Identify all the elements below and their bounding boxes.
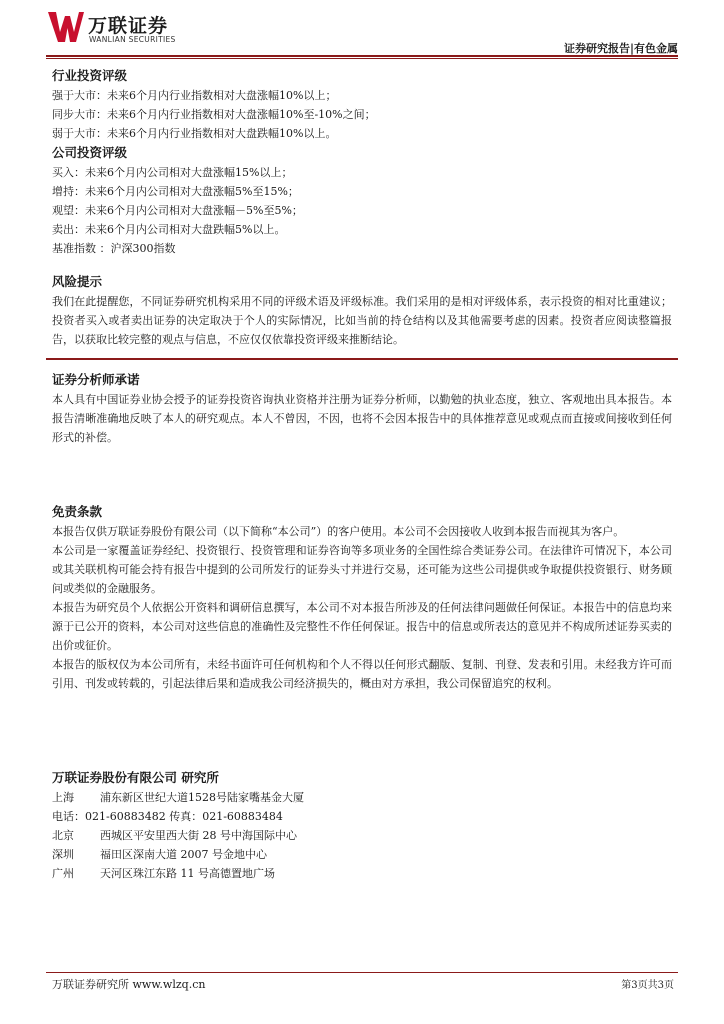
footer-divider	[46, 972, 678, 973]
analyst-text: 本人具有中国证券业协会授予的证券投资咨询执业资格并注册为证券分析师，以勤勉的执业态度，独立、客观地出具本报告。本报告清晰准确地反映了本人的研究观点。本人不曾因，不因，也将不会因本报告中的具体推荐意见或观点而直接或间接收到任何形式的补偿。	[52, 393, 672, 444]
address-guangzhou	[52, 864, 672, 883]
address-shanghai	[52, 788, 672, 807]
risk-text: 我们在此提醒您，不同证券研究机构采用不同的评级术语及评级标准。我们采用的是相对评级体系，表示投资的相对比重建议；投资者买入或者卖出证券的决定取决于个人的实际情况，比如当前的持仓结构以及其他需要考虑的因素。投资者应阅读整篇报告，以获取比较完整的观点与信息，不应仅仅依靠投资评级来推断结论。	[52, 295, 672, 346]
analyst-section	[52, 370, 672, 447]
industry-rating-item: 同步大市：未来6个月内行业指数相对大盘涨幅10%至-10%之间；	[52, 108, 376, 121]
rating-section	[52, 66, 672, 258]
industry-rating-item: 弱于大市：未来6个月内行业指数相对大盘跌幅10%以上。	[52, 127, 337, 140]
company-contact-section	[52, 768, 672, 883]
disclaimer-paragraph: 本报告的版权仅为本公司所有，未经书面许可任何机构和个人不得以任何形式翻版、复制、刊登、发表和引用。未经我方许可而引用、刊发或转载的，引起法律后果和造成我公司经济损失的，概由对方承担，我公司保留追究的权利。	[52, 658, 672, 690]
logo-english-name: WANLIAN SECURITIES	[89, 35, 176, 44]
disclaimer-section	[52, 502, 672, 693]
address-text: 福田区深南大道 2007 号金地中心	[100, 848, 267, 861]
city-name: 广州	[52, 867, 74, 880]
company-rating-item: 增持：未来6个月内公司相对大盘涨幅5%至15%；	[52, 185, 299, 198]
header-divider-thin	[46, 58, 678, 59]
address-text: 西城区平安里西大街 28 号中海国际中心	[100, 829, 297, 842]
company-logo	[48, 8, 198, 48]
logo-chinese-name: 万联证券	[88, 15, 169, 37]
benchmark-index: 基准指数 ：沪深300指数	[52, 242, 176, 255]
disclaimer-title: 免责条款	[52, 504, 103, 519]
address-text: 浦东新区世纪大道1528号陆家嘴基金大厦	[100, 791, 304, 804]
address-beijing	[52, 826, 672, 845]
company-title: 万联证券股份有限公司 研究所	[52, 770, 219, 785]
city-name: 上海	[52, 791, 74, 804]
industry-rating-title: 行业投资评级	[52, 68, 128, 83]
risk-section	[52, 272, 672, 349]
address-text: 天河区珠江东路 11 号高德置地广场	[100, 867, 275, 880]
company-rating-title: 公司投资评级	[52, 145, 128, 160]
risk-title: 风险提示	[52, 274, 103, 289]
header-divider	[46, 55, 678, 57]
footer-institute: 万联证券研究所 www.wlzq.cn	[52, 978, 206, 991]
phone-fax: 电话：021-60883482 传真：021-60883484	[52, 810, 283, 823]
page-number: 第3页共3页	[621, 980, 674, 991]
city-name: 深圳	[52, 848, 74, 861]
disclaimer-paragraph: 本公司是一家覆盖证券经纪、投资银行、投资管理和证券咨询等多项业务的全国性综合类证券公司。在法律许可情况下，本公司或其关联机构可能会持有报告中提到的公司所发行的证券头寸并进行交易，还可能为这些公司提供或争取提供投资银行、财务顾问或类似的金融服务。	[52, 544, 672, 595]
disclaimer-paragraph: 本报告仅供万联证券股份有限公司（以下简称“本公司”）的客户使用。本公司不会因接收人收到本报告而视其为客户。	[52, 525, 625, 538]
city-name: 北京	[52, 829, 74, 842]
company-rating-item: 观望：未来6个月内公司相对大盘涨幅－5%至5%；	[52, 204, 303, 217]
wanlian-w-logo-icon	[48, 10, 84, 44]
analyst-title: 证券分析师承诺	[52, 372, 140, 387]
disclaimer-paragraph: 本报告为研究员个人依据公开资料和调研信息撰写，本公司不对本报告所涉及的任何法律问题做任何保证。本报告中的信息均来源于已公开的资料，本公司对这些信息的准确性及完整性不作任何保证。报告中的信息或所表达的意见并不构成所述证券买卖的出价或征价。	[52, 601, 672, 652]
company-rating-item: 买入：未来6个月内公司相对大盘涨幅15%以上；	[52, 166, 293, 179]
industry-rating-item: 强于大市：未来6个月内行业指数相对大盘涨幅10%以上；	[52, 89, 337, 102]
section-divider	[46, 358, 678, 360]
address-shenzhen	[52, 845, 672, 864]
report-type-label: 证券研究报告|有色金属	[563, 42, 678, 55]
company-rating-item: 卖出：未来6个月内公司相对大盘跌幅5%以上。	[52, 223, 286, 236]
